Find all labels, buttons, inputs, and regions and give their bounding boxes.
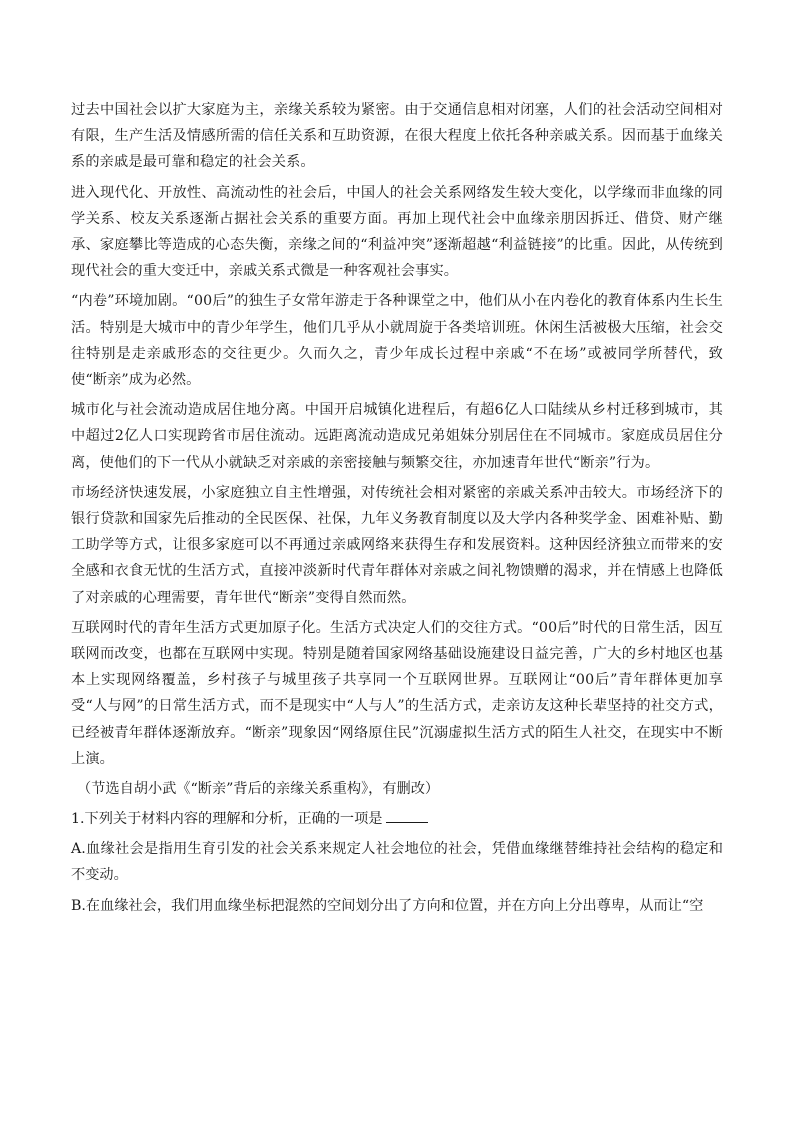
paragraph-2: 进入现代化、开放性、高流动性的社会后，中国人的社会关系网络发生较大变化，以学缘而非血缘的同学关系、校友关系逐渐占据社会关系的重要方面。再加上现代社会中血缘亲朋因拆迁、借贷、财产继承、家庭攀比等造成的心态失衡，亲缘之间的“利益冲突”逐渐超越“利益链接”的比重。因此，从传统到现代社会的重大变迁中，亲戚关系式微是一种客观社会事实。	[71, 184, 723, 280]
paragraph-6: 互联网时代的青年生活方式更加原子化。生活方式决定人们的交往方式。“00后”时代的日常生活，因互联网而改变，也都在互联网中实现。特别是随着国家网络基础设施建设日益完善，广大的乡村地区也基本上实现网络覆盖，乡村孩子与城里孩子共享同一个互联网世界。互联网让“00后”青年群体更加享受“人与网”的日常生活方式，而不是现实中“人与人”的生活方式，走亲访友这种长辈坚持的社交方式，已经被青年群体逐渐放弃。“断亲”现象因“网络原住民”沉溺虚拟生活方式的陌生人社交，在现实中不断上演。	[71, 619, 723, 767]
document-body	[71, 97, 723, 919]
question-text: 1.下列关于材料内容的理解和分析，正确的一项是	[71, 811, 383, 828]
paragraph-4: 城市化与社会流动造成居住地分离。中国开启城镇化进程后，有超6亿人口陆续从乡村迁移到城市，其中超过2亿人口实现跨省市居住流动。远距离流动造成兄弟姐妹分别居住在不同城市。家庭成员居住分离，使他们的下一代从小就缺乏对亲戚的亲密接触与频繁交往，亦加速青年世代“断亲”行为。	[71, 402, 723, 471]
paragraph-1: 过去中国社会以扩大家庭为主，亲缘关系较为紧密。由于交通信息相对闭塞，人们的社会活动空间相对有限，生产生活及情感所需的信任关系和互助资源，在很大程度上依托各种亲戚关系。因而基于血缘关系的亲戚是最可靠和稳定的社会关系。	[71, 102, 723, 171]
option-a: A.血缘社会是指用生育引发的社会关系来规定人社会地位的社会，凭借血缘继替维持社会结构的稳定和不变动。	[71, 841, 723, 884]
question-1	[71, 806, 723, 832]
answer-blank	[386, 808, 428, 823]
paragraph-5: 市场经济快速发展，小家庭独立自主性增强，对传统社会相对紧密的亲戚关系冲击较大。市场经济下的银行贷款和国家先后推动的全民医保、社保，九年义务教育制度以及大学内各种奖学金、困难补贴、勤工助学等方式，让很多家庭可以不再通过亲戚网络来获得生存和发展资料。这种因经济独立而带来的安全感和衣食无忧的生活方式，直接冲淡新时代青年群体对亲戚之间礼物馈赠的渴求，并在情感上也降低了对亲戚的心理需要，青年世代“断亲”变得自然而然。	[71, 484, 723, 606]
option-b: B.在血缘社会，我们用血缘坐标把混然的空间划分出了方向和位置，并在方向上分出尊卑，从而让“空	[71, 897, 704, 914]
source-citation: （节选自胡小武《“断亲”背后的亲缘关系重构》，有删改）	[77, 781, 440, 798]
paragraph-3: “内卷”环境加剧。“00后”的独生子女常年游走于各种课堂之中，他们从小在内卷化的教育体系内生长生活。特别是大城市中的青少年学生，他们几乎从小就周旋于各类培训班。休闲生活被极大压缩，社会交往特别是走亲戚形态的交往更少。久而久之，青少年成长过程中亲戚“不在场”或被同学所替代，致使“断亲”成为必然。	[71, 293, 723, 389]
